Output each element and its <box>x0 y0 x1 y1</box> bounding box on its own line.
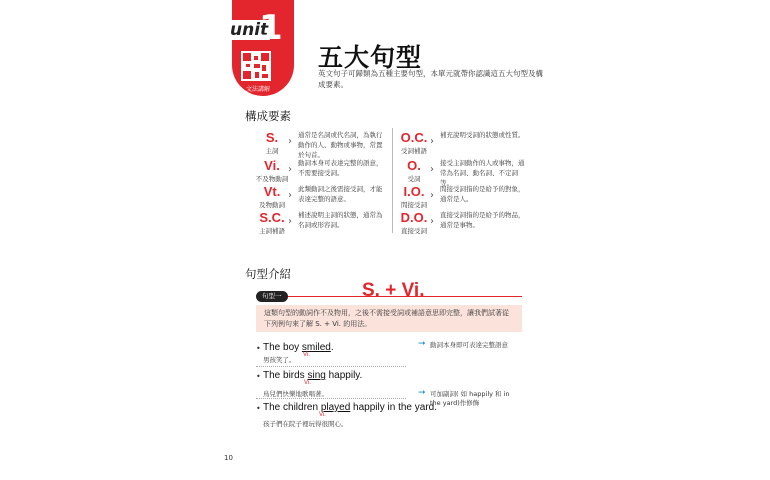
example-english: The children played happily in the yard. <box>263 402 437 413</box>
qr-label: 文法講解 <box>245 86 270 93</box>
example-verb: smiled <box>301 342 331 353</box>
chevron-right-icon: › <box>288 136 292 147</box>
element-name: 主詞 <box>265 147 279 155</box>
unit-word: unit <box>230 20 269 40</box>
element-symbol: Vi. <box>264 158 280 173</box>
verb-label: Vi. <box>303 352 310 358</box>
patterns-heading: 句型介紹 <box>245 267 291 281</box>
element-name: 受詞 <box>407 175 421 183</box>
element-symbol: D.O. <box>400 210 428 225</box>
element-desc: 接受主詞動作的人或事物，通常為名詞、動名詞、不定詞等。 <box>440 159 525 187</box>
dotted-divider <box>256 398 406 399</box>
element-symbol: O.C. <box>400 130 428 145</box>
note-text: 可加副詞( 如 happily 和 in the yard)作修飾 <box>430 390 510 407</box>
bullet-icon: • <box>256 372 261 381</box>
element-desc: 動詞本身可表達完整的語意，不需要接受詞。 <box>298 159 383 177</box>
element-desc: 補述說明主詞的狀態，通常為名詞或形容詞。 <box>298 211 383 229</box>
example-english: The boy smiled. <box>263 342 334 353</box>
column-divider <box>392 128 393 233</box>
qr-code-icon[interactable] <box>241 51 271 81</box>
example-english: The birds sing happily. <box>263 370 363 381</box>
page-title: 五大句型 <box>318 43 423 72</box>
element-name: 主詞補語 <box>259 227 285 235</box>
elements-heading: 構成要素 <box>245 109 291 123</box>
arrow-right-icon: ➞ <box>418 339 426 349</box>
example-verb: sing <box>307 370 326 381</box>
unit-number: 1 <box>259 8 283 48</box>
example-chinese: 鳥兒們快樂地歌唱著。 <box>263 390 328 398</box>
element-desc: 直接受詞指的是給予的物品，通常是事物。 <box>440 211 525 229</box>
element-symbol: S. <box>265 130 279 145</box>
element-desc: 補充說明受詞的狀態或性質。 <box>440 131 525 139</box>
chevron-right-icon: › <box>288 164 292 175</box>
pattern-tag: 句型一 <box>256 291 288 302</box>
note-text: 動詞本身即可表達完整語意 <box>430 341 508 349</box>
chevron-right-icon: › <box>430 164 434 175</box>
page-number: 10 <box>224 454 233 462</box>
element-name: 受詞補語 <box>401 147 427 155</box>
element-desc: 通常是名詞或代名詞，為執行動作的人、動物或事物，常置於句首。 <box>298 131 383 159</box>
element-symbol: I.O. <box>403 184 425 199</box>
example-chinese: 孩子們在院子裡玩得很開心。 <box>263 420 348 428</box>
verb-label: Vi. <box>304 380 311 386</box>
element-symbol: O. <box>407 158 421 173</box>
chevron-right-icon: › <box>430 190 434 201</box>
pattern-explanation: 這類句型的動詞作不及物用，之後不需接受詞或補語意思即完整，讓我們試著從下列例句來了解 S. + Vi. 的用法。 <box>256 305 522 332</box>
element-name: 間接受詞 <box>401 201 427 209</box>
element-name: 直接受詞 <box>401 227 427 235</box>
chevron-right-icon: › <box>430 216 434 227</box>
element-name: 不及物動詞 <box>255 175 289 183</box>
arrow-right-icon: ➞ <box>418 388 426 398</box>
chevron-right-icon: › <box>288 190 292 201</box>
intro-text: 英文句子可歸類為五種主要句型，本單元就帶你認識這五大句型及構成要素。 <box>318 69 543 89</box>
verb-label: Vi. <box>319 412 326 418</box>
example-verb: played <box>320 402 351 413</box>
element-name: 及物動詞 <box>259 201 285 209</box>
chevron-right-icon: › <box>288 216 292 227</box>
element-desc: 此類動詞之後需接受詞，才能表達完整的語意。 <box>298 185 383 203</box>
pattern-formula: S. + Vi. <box>362 280 425 301</box>
dotted-divider <box>256 366 406 367</box>
bullet-icon: • <box>256 344 261 353</box>
chevron-right-icon: › <box>430 136 434 147</box>
bullet-icon: • <box>256 404 261 413</box>
example-chinese: 男孩笑了。 <box>263 356 296 364</box>
element-desc: 間接受詞指的是給予的對象，通常是人。 <box>440 185 525 203</box>
element-symbol: Vt. <box>263 184 281 199</box>
element-symbol: S.C. <box>259 210 285 225</box>
